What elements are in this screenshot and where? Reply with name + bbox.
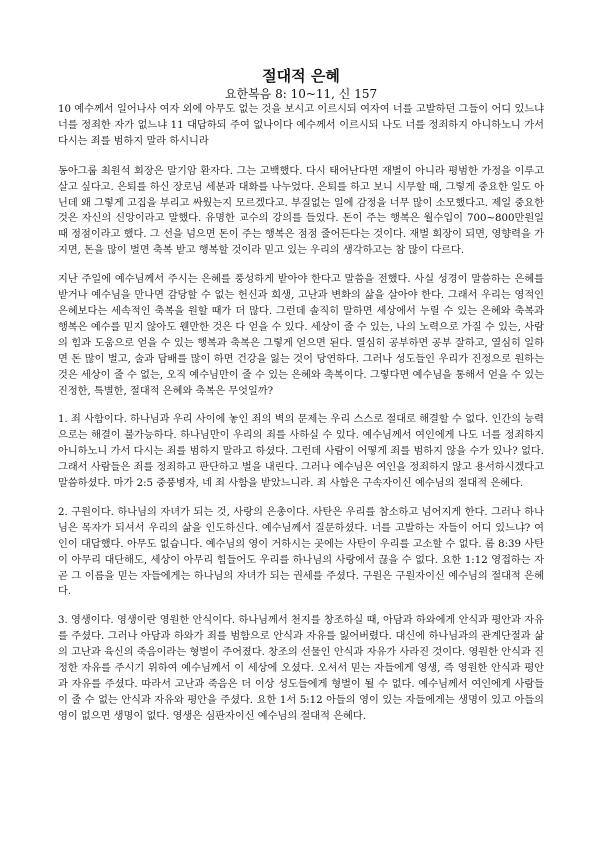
point-1-paragraph: 1. 죄 사함이다. 하나님과 우리 사이에 놓인 죄의 벽의 문제는 우리 스스로 절대로 해결할 수 없다. 인간의 능력으로는 해결이 불가능하다. 하나님만이 우리의 죄를 사하실 수 있다. 예수님께서 여인에게 나도 너를 정죄하지 아니하노니 가서 다시는 죄를 범하지 말라고 하셨다. 그런데 사람이 어떻게 죄를 범하지 않을 수가 있나? 없다. 그래서 사람들은 죄를 정죄하고 판단하고 벌을 내린다. 그러나 예수님은 여인을 정죄하지 않고 용서하시겠다고 말씀하셨다. 마가 2:5 중풍병자, 네 죄 사함을 받았느니라. 죄 사함은 구속자이신 예수님의 절대적 은혜다. <box>58 414 544 490</box>
document-page <box>58 66 544 738</box>
body-paragraph-1: 동아그룹 최원석 회장은 말기암 환자다. 그는 고백했다. 다시 태어난다면 재벌이 아니라 평범한 가정을 이루고 살고 싶다고. 은퇴를 하신 장로님 세분과 대화를 나누었다. 은퇴를 하고 보니 시무할 때, 그렇게 중요한 일도 아닌데 왜 그렇게 고집을 부리고 싸웠는지 모르겠다고. 부질없는 일에 감정을 너무 많이 소모했다고. 제일 중요한 것은 자신의 신앙이라고 말했다. 유명한 교수의 강의를 들었다. 돈이 주는 행복은 월수입이 700~800만원일 때 정점이라고 했다. 그 선을 넘으면 돈이 주는 행복은 점점 줄어든다는 것이다. 재벌 회장이 되면, 영향력을 가지면, 돈을 많이 벌면 축복 받고 행복할 것이라 믿고 있는 우리의 생각하고는 참 많이 다르다. <box>58 165 544 257</box>
scripture-reference: 요한복음 8: 10~11, 신 157 <box>224 87 378 101</box>
body-paragraph-2: 지난 주일에 예수님께서 주시는 은혜를 풍성하게 받아야 한다고 말씀을 전했다. 사실 성경이 말씀하는 은혜를 받거나 예수님을 만나면 감당할 수 없는 헌신과 희생, 고난과 변화의 삶을 살아야 한다. 그래서 우리는 영적인 은혜보다는 세속적인 축복을 원할 때가 더 많다. 그런데 솔직히 말하면 세상에서 누릴 수 있는 은혜와 축복과 행복은 예수를 믿지 않아도 웬만한 것은 다 얻을 수 있다. 세상이 줄 수 있는, 나의 노력으로 가질 수 있는, 사람의 힘과 도움으로 얻을 수 있는 행복과 축복은 그렇게 얻으면 된다. 열심히 공부하면 공부 잘하고, 열심히 일하면 돈 많이 벌고, 술과 담배를 많이 하면 건강을 잃는 것이 당연하다. 그러나 성도들인 우리가 진정으로 원하는 것은 세상이 줄 수 없는, 오직 예수님만이 줄 수 있는 은혜와 축복이다. 그렇다면 예수님을 통해서 얻을 수 있는 진정한, 특별한, 절대적 은혜와 축복은 무엇일까? <box>58 274 544 397</box>
document-title: 절대적 은혜 <box>262 67 340 85</box>
point-2-paragraph: 2. 구원이다. 하나님의 자녀가 되는 것, 사랑의 은총이다. 사탄은 우리를 참소하고 넘어지게 한다. 그러나 하나님은 목자가 되셔서 우리의 삶을 인도하신다. 예수님께서 질문하셨다. 너를 고발하는 자들이 어디 있느냐? 여인이 대답했다. 아무도 없습니다. 예수님의 영이 거하시는 곳에는 사탄이 우리를 고소할 수 없다. 롬 8:39 사탄이 아무리 대단해도, 세상이 아무리 힘들어도 우리를 하나님의 사랑에서 끊을 수 없다. 요한 1:12 영접하는 자 곧 그 이름을 믿는 자들에게는 하나님의 자녀가 되는 권세를 주셨다. 구원은 구원자이신 예수님의 절대적 은혜다. <box>58 506 544 598</box>
scripture-passage: 10 예수께서 일어나사 여자 외에 아무도 없는 것을 보시고 이르시되 여자여 너를 고발하던 그들이 어디 있느냐 너를 정죄한 자가 없느냐 11 대답하되 주여 없나이다 예수께서 이르시되 나도 너를 정죄하지 아니하노니 가서 다시는 죄를 범하지 말라 하시니라 <box>58 104 544 147</box>
point-3-paragraph: 3. 영생이다. 영생이란 영원한 안식이다. 하나님께서 천지를 창조하실 때, 아담과 하와에게 안식과 평안과 자유를 주셨다. 그러나 아담과 하와가 죄를 범함으로 안식과 자유를 잃어버렸다. 대신에 하나님과의 관계단절과 삶의 고난과 육신의 죽음이라는 형벌이 주어졌다. 창조의 선물인 안식과 자유가 사라진 것이다. 영원한 안식과 진정한 자유를 주시기 위하여 예수님께서 이 세상에 오셨다. 오셔서 믿는 자들에게 영생, 즉 영원한 안식과 평안과 자유를 주셨다. 따라서 고난과 죽음은 더 이상 성도들에게 형벌이 될 수 없다. 예수님께서 여인에게 사람들이 줄 수 없는 안식과 자유와 평안을 주셨다. 요한 1서 5:12 아들의 영이 있는 자들에게는 생명이 있고 아들의 영이 없으면 생명이 없다. 영생은 심판자이신 예수님의 절대적 은혜다. <box>58 615 544 722</box>
